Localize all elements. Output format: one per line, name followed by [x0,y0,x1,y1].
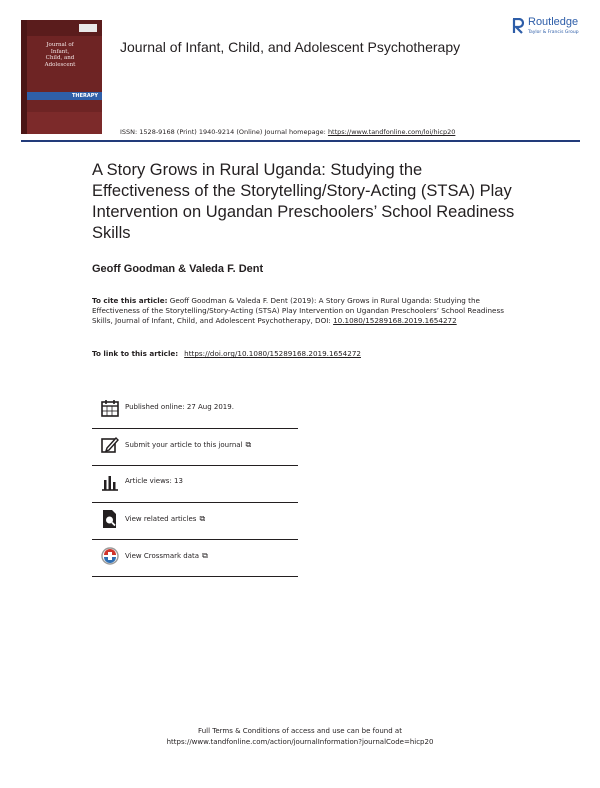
publisher-name: Routledge [528,16,579,28]
related-articles-row[interactable] [92,503,298,540]
crossmark-icon [100,546,120,566]
article-views: Article views: 13 [125,477,183,485]
header-rule [21,140,580,142]
cover-stripe-text: THERAPY [71,93,98,99]
routledge-r-icon [512,18,524,34]
publisher-tagline: Taylor & Francis Group [528,30,579,35]
cite-doi-link[interactable]: 10.1080/15289168.2019.1654272 [333,316,457,325]
footer-terms-url[interactable]: https://www.tandfonline.com/action/journalInformation?journalCode=hicp20 [166,738,434,746]
article-title: A Story Grows in Rural Uganda: Studying the Effectiveness of the Storytelling/Story-Acting (STSA) Play Intervention on Ugandan Preschoolers’ School Readiness Skills [92,161,515,242]
cite-text: Geoff Goodman & Valeda F. Dent (2019): A Story Grows in Rural Uganda: Studying the Effectiveness of the Storytelling/Story-Acting (STSA) Play Intervention on Ugandan Preschoolers’ School Readiness Skills, Journal of Infant, Child, and Adolescent Psychotherapy, DOI: [92,296,504,325]
edit-icon [100,435,120,455]
cover-title-line: Child, and [45,55,75,61]
journal-homepage-link[interactable]: https://www.tandfonline.com/loi/hicp20 [327,128,456,136]
published-row [92,392,298,429]
footer-terms: Full Terms & Conditions of access and use can be found at [198,727,402,735]
cover-title [30,42,90,68]
cover-bottom [27,112,102,134]
cite-label: To cite this article: [92,296,168,305]
citation-block [92,296,512,326]
external-link-icon: ⧉ [245,440,252,449]
external-link-icon: ⧉ [202,551,208,560]
submit-article-row[interactable] [92,429,298,466]
related-articles-label: View related articles [125,515,197,523]
article-doi-link[interactable]: https://doi.org/10.1080/15289168.2019.1654272 [184,349,361,358]
submit-article-link[interactable] [125,440,251,450]
journal-name[interactable]: Journal of Infant, Child, and Adolescent Psychotherapy [120,39,461,55]
crossmark-link[interactable] [125,551,208,561]
footer [0,726,600,748]
cover-title-line: Journal of [46,42,74,48]
issn-line [120,128,455,136]
article-views-row [92,466,298,503]
link-to-article [92,349,361,358]
calendar-icon [100,398,120,418]
related-articles-link[interactable] [125,514,205,524]
journal-cover [21,20,102,134]
document-search-icon [100,509,120,529]
article-authors: Geoff Goodman & Valeda F. Dent [92,263,264,275]
link-label: To link to this article: [92,349,179,358]
external-link-icon: ⧉ [199,514,206,523]
issn-text: ISSN: 1528-9168 (Print) 1940-9214 (Online) Journal homepage: [120,128,328,136]
published-date: Published online: 27 Aug 2019. [125,403,234,411]
submit-article-label: Submit your article to this journal [125,441,243,449]
bar-chart-icon [100,472,120,492]
article-info-list [92,392,298,577]
crossmark-label: View Crossmark data [125,552,200,560]
crossmark-row[interactable] [92,540,298,577]
cover-stripe [27,92,102,100]
cover-title-line: Adolescent [44,61,76,68]
cover-title-line: Infant, [50,48,70,55]
cover-logo [79,24,97,32]
